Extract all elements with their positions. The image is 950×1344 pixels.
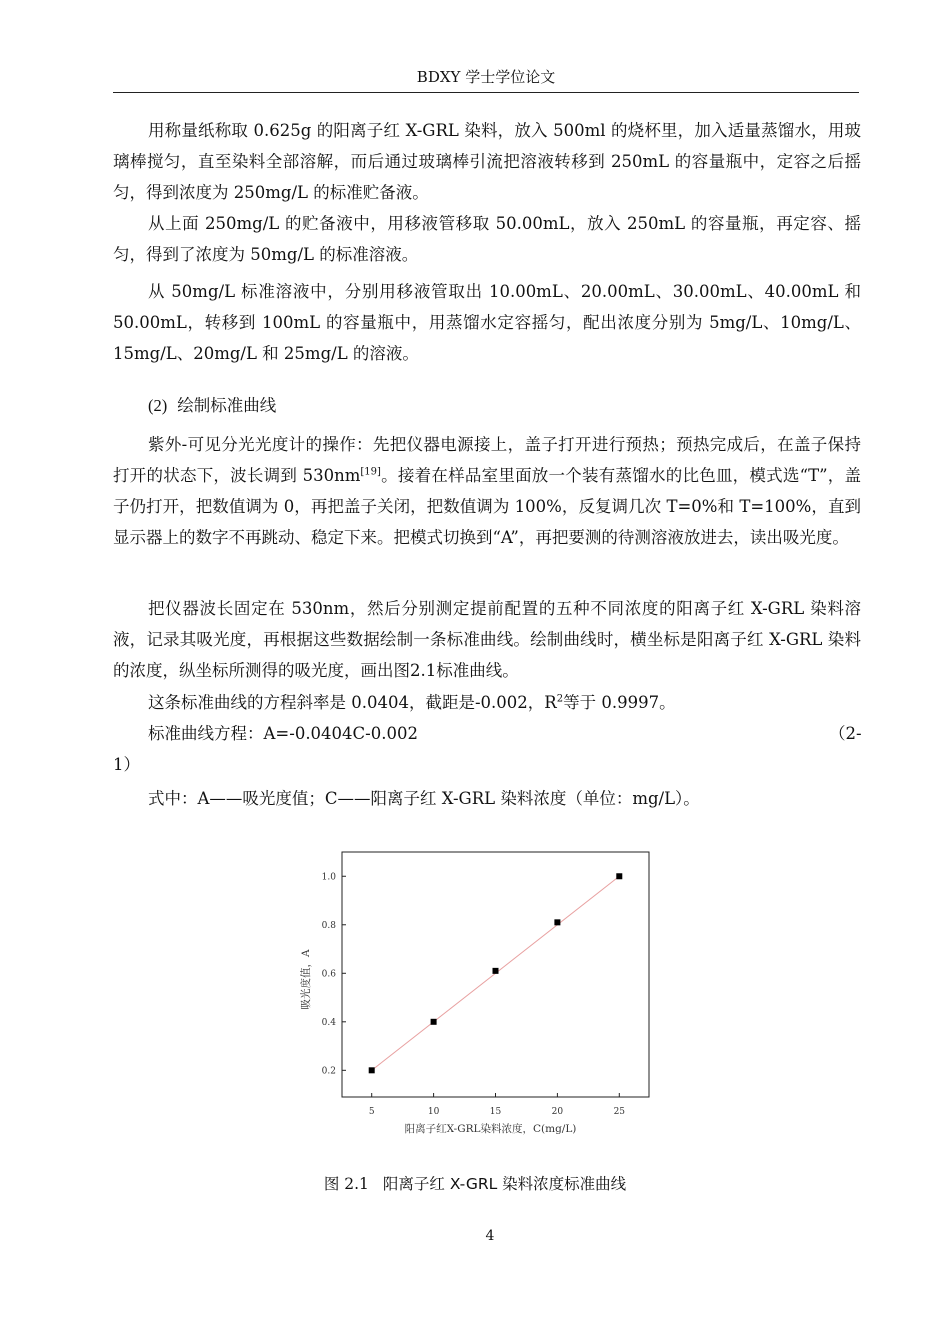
x-tick-label: 20 [551, 1107, 564, 1117]
page-number: 4 [485, 1228, 495, 1244]
data-point [493, 968, 499, 974]
y-tick-label: 0.2 [321, 1066, 336, 1077]
paragraph-stock-solution: 用称量纸称取 0.625g 的阳离子红 X-GRL 染料，放入 500ml 的烧杯里，加入适量蒸馏水，用玻璃棒搅匀，直至染料全部溶解，而后通过玻璃棒引流把溶液转移到 250mL 的容量瓶中，定容之后摇匀，得到浓度为 250mg/L 的标准贮备液。 [113, 121, 861, 202]
y-tick-label: 0.4 [321, 1017, 336, 1028]
slope-text: 这条标准曲线的方程斜率是 0.0404，截距是-0.002，R [148, 693, 557, 712]
data-point [616, 873, 622, 879]
paragraph-dilutions: 从 50mg/L 标准溶液中，分别用移液管取出 10.00mL、20.00mL、30.00mL、40.00mL 和 50.00mL，转移到 100mL 的容量瓶中，用蒸馏水定容摇匀，配出浓度分别为 5mg/L、10mg/L、15mg/L、20mg/L 和 25mg/L 的溶液。 [113, 282, 861, 363]
page-header: BDXY 学士学位论文 [416, 68, 556, 86]
x-tick-label: 5 [368, 1107, 375, 1117]
equation-number: （2- [829, 724, 862, 743]
slope-text-2: 等于 0.9997。 [563, 693, 676, 712]
paragraph-slope [113, 687, 861, 718]
data-point [554, 919, 560, 925]
standard-curve-chart [290, 840, 670, 1150]
citation-ref: [19] [360, 466, 381, 478]
x-axis-label: 阳离子红X-GRL染料浓度，C(mg/L) [404, 1123, 577, 1135]
data-point [369, 1067, 375, 1073]
header-rule [113, 92, 859, 93]
y-tick-label: 0.8 [321, 920, 336, 931]
x-tick-label: 10 [427, 1107, 440, 1117]
paragraph-uv-operation [113, 429, 861, 553]
chart-svg [290, 840, 670, 1150]
figure-number: 图 2.1 [323, 1175, 369, 1193]
x-tick-label: 15 [489, 1107, 502, 1117]
paragraph-measurement: 把仪器波长固定在 530nm，然后分别测定提前配置的五种不同浓度的阳离子红 X-GRL 染料溶液，记录其吸光度，再根据这些数据绘制一条标准曲线。绘制曲线时，横坐标是阳离子红 X-GRL 染料的浓度，纵坐标所测得的吸光度，画出图2.1标准曲线。 [113, 599, 861, 680]
equation-number-cont: 1） [113, 755, 140, 774]
figure-caption [0, 1172, 950, 1194]
section-heading [148, 392, 276, 416]
figure-title: 阳离子红 X-GRL 染料浓度标准曲线 [382, 1175, 627, 1193]
x-tick-label: 25 [613, 1107, 626, 1117]
y-axis-label: 吸光度值，A [300, 949, 312, 1010]
paragraph-where: 式中：A——吸光度值；C——阳离子红 X-GRL 染料浓度（单位：mg/L）。 [148, 789, 700, 808]
section-number: (2) [148, 396, 168, 415]
uv-text-2: 。接着在样品室里面放一个装有蒸馏水的比色皿，模式选“T”，盖子仍打开，把数值调为 0，再把盖子关闭，把数值调为 100%，反复调几次 T=0%和 T=100%，直到显示器上的数字不再跳动、稳定下来。把模式切换到“A”，再把要测的待测溶液放进去，读出吸光度。 [113, 466, 861, 547]
equation-text: 标准曲线方程：A=-0.0404C-0.002 [148, 724, 418, 743]
y-tick-label: 1.0 [321, 872, 336, 883]
r-squared-sup: 2 [556, 693, 564, 705]
section-title: 绘制标准曲线 [177, 396, 277, 415]
paragraph-standard-solution: 从上面 250mg/L 的贮备液中，用移液管移取 50.00mL，放入 250mL 的容量瓶，再定容、摇匀，得到了浓度为 50mg/L 的标准溶液。 [113, 214, 861, 264]
data-point [431, 1019, 437, 1025]
uv-text-1: 紫外-可见分光光度计的操作：先把仪器电源接上，盖子打开进行预热；预热完成后，在盖子保持打开的状态下，波长调到 530nm [113, 435, 861, 485]
y-tick-label: 0.6 [321, 969, 336, 980]
